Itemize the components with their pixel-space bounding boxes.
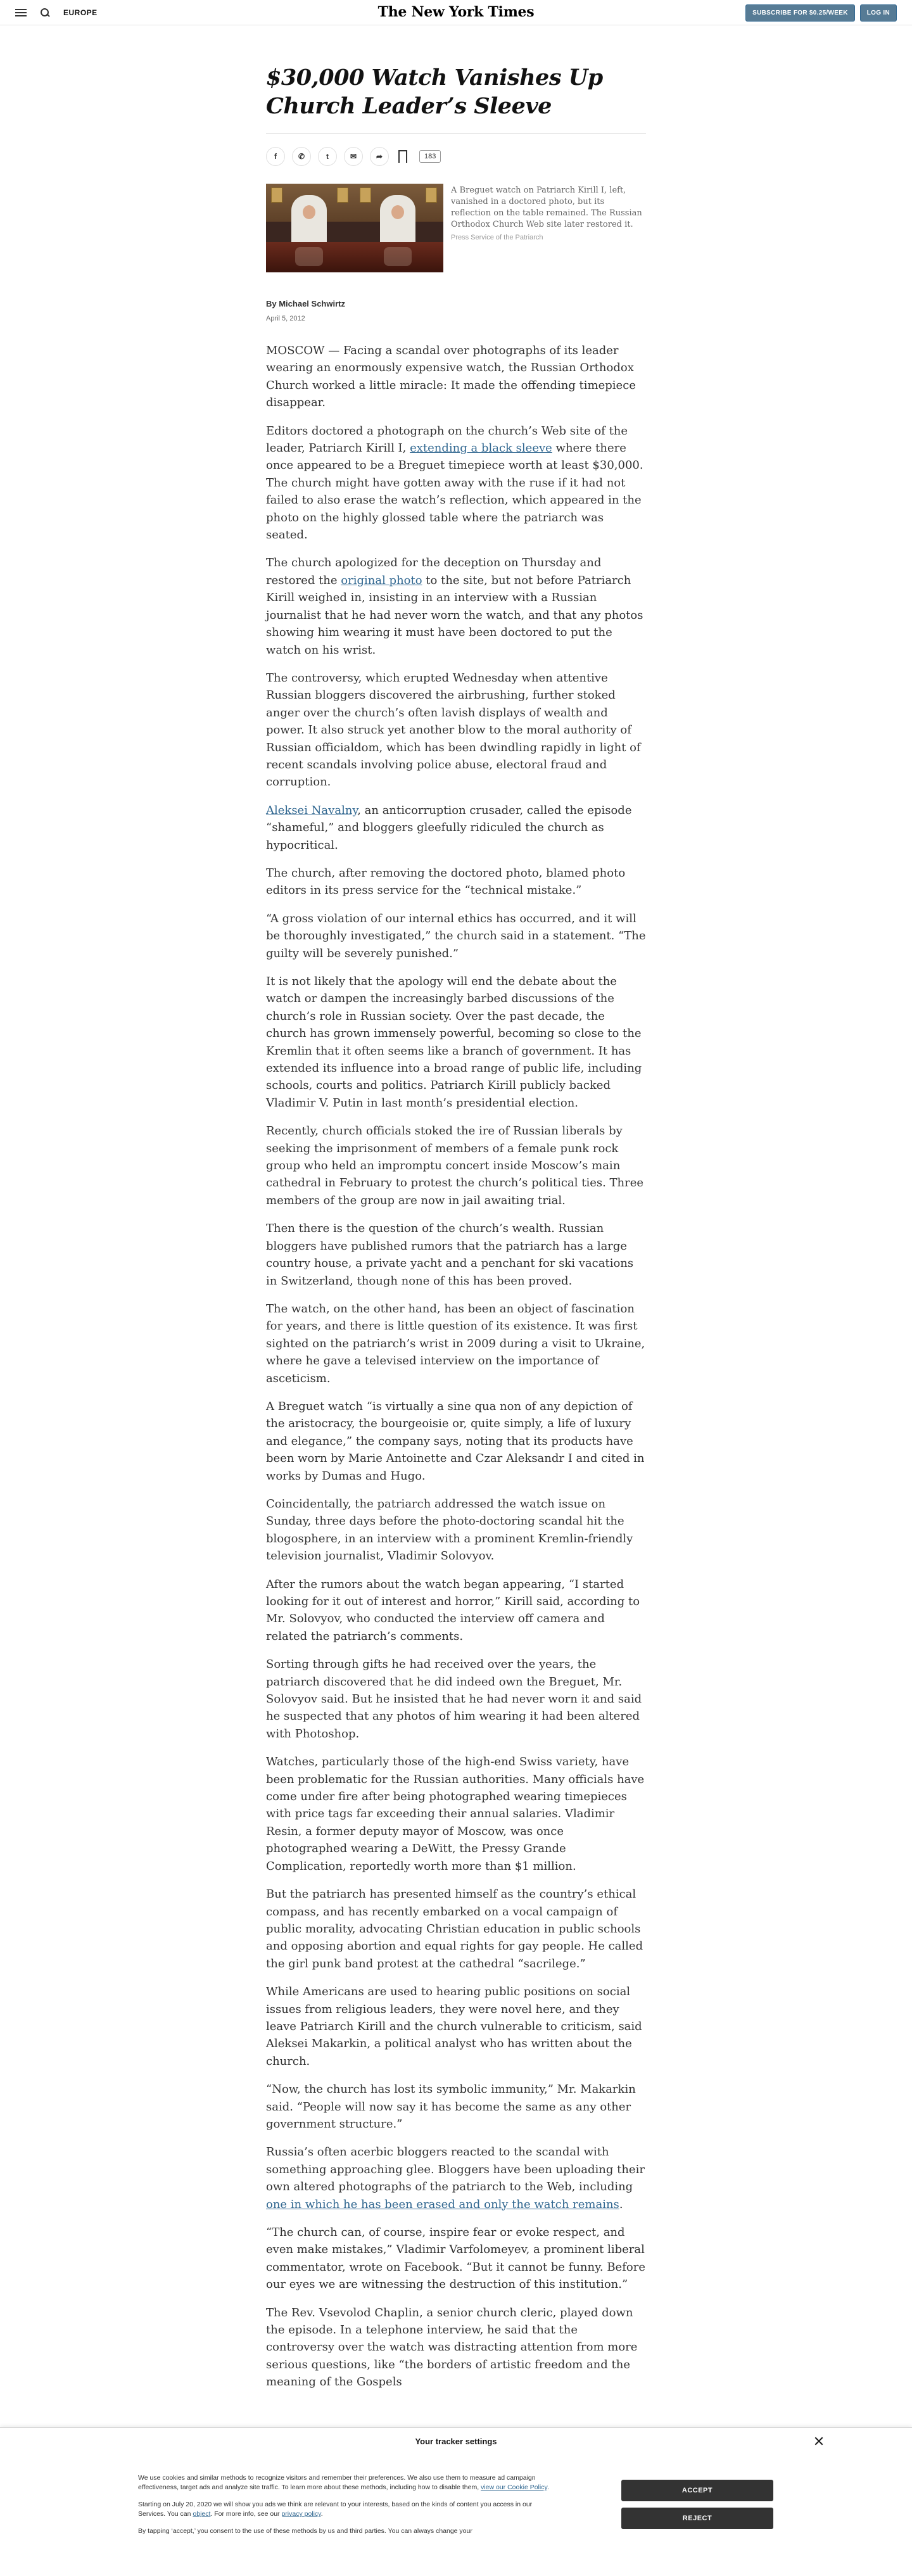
image-credit: Press Service of the Patriarch: [451, 234, 543, 241]
paragraph-text: “A gross violation of our internal ethics has occurred, and it will be thoroughly investigated,” the church said in a statement. “The guilty will be severely punished.”: [266, 911, 646, 960]
paragraph-text: But the patriarch has presented himself as the country’s ethical compass, and has recently embarked on a vocal campaign of public morality, advocating Christian education in public schools and opposing abortion and equal rights for gay people. He called the girl punk band protest at the cathedral “sacrilege.”: [266, 1888, 643, 1970]
cookie-p1: We use cookies and similar methods to recognize visitors and remember their preferences. We also use them to measure ad campaign effectiveness, target ads and analyze site traffic. To learn more about these methods, including how to disable them,: [138, 2474, 536, 2491]
cookie-policy-link[interactable]: view our Cookie Policy: [481, 2484, 547, 2491]
nyt-logo[interactable]: The New York Times: [377, 4, 535, 20]
article-paragraph: [266, 1122, 646, 1209]
login-button[interactable]: LOG IN: [860, 4, 897, 22]
article-paragraph: [266, 1220, 646, 1290]
cookie-p2a: Starting on July 20, 2020 we will show you ads we think are relevant to your interests, based on the kinds of content you access in our Services. You can: [138, 2501, 533, 2518]
paragraph-text: While Americans are used to hearing public positions on social issues from religious leaders, they were novel here, and they leave Patriarch Kirill and the church vulnerable to criticism, said Aleksei Makarkin, a political analyst who has written about the church.: [266, 1985, 642, 2068]
article-paragraph: [266, 1398, 646, 1485]
paragraph-text: The controversy, which erupted Wednesday when attentive Russian bloggers discovered the airbrushing, further stoked anger over the church’s often lavish displays of wealth and power. It also struck yet another blow to the moral authority of Russian officialdom, which has been dwindling rapidly in light of recent scandals involving police abuse, electoral fraud and corruption.: [266, 671, 641, 789]
paragraph-text: A Breguet watch “is virtually a sine qua non of any depiction of the aristocracy, the bourgeoisie or, quite simply, a life of luxury and elegance,” the company says, noting that its products have been worn by Marie Antoinette and Czar Aleksandr I and cited in works by Dumas and Hugo.: [266, 1399, 645, 1483]
article-paragraph: [266, 1983, 646, 2070]
article-paragraph: [266, 910, 646, 962]
paragraph-text: “Now, the church has lost its symbolic immunity,” Mr. Makarkin said. “People will now say it has become the same as any other government structure.”: [266, 2083, 636, 2131]
facebook-icon[interactable]: f: [266, 147, 285, 166]
article-paragraph: [266, 2224, 646, 2294]
inline-link[interactable]: Aleksei Navalny: [266, 803, 358, 817]
comment-icon[interactable]: [419, 150, 441, 163]
article-headline: $30,000 Watch Vanishes Up Church Leader’s Sleeve: [266, 65, 603, 119]
article-paragraph: [266, 802, 646, 854]
article-paragraph: [266, 973, 646, 1112]
cookie-paragraph: We use cookies and similar methods to recognize visitors and remember their preferences. We also use them to measure ad campaign effectiveness, target ads and analyze site traffic. To learn more about these methods, including how to disable them, view our Cookie Policy.: [138, 2474, 549, 2491]
cookie-title: Your tracker settings: [415, 2437, 497, 2446]
article-paragraph: [266, 1300, 646, 1387]
article-body: [266, 342, 646, 2402]
inline-link[interactable]: one in which he has been erased and only the watch remains: [266, 2197, 619, 2211]
paragraph-text: The Rev. Vsevolod Chaplin, a senior church cleric, played down the episode. In a telephone interview, he said that the controversy over the watch was distracting attention from more serious questions, like “the borders of artistic freedom and the meaning of the Gospels: [266, 2306, 638, 2389]
paragraph-text: Editors doctored a photograph on the church’s Web site of the leader, Patriarch Kirill I,: [266, 424, 628, 455]
paragraph-text: Watches, particularly those of the high-end Swiss variety, have been problematic for the Russian authorities. Many officials have come under fire after being photographed wearing timepieces with price tags far exceeding their annual salaries. Vladimir Resin, a former deputy mayor of Moscow, was once photographed wearing a DeWitt, the Pressy Grande Complication, reportedly worth more than $1 million.: [266, 1755, 645, 1873]
paragraph-text: .: [619, 2197, 623, 2211]
whatsapp-icon[interactable]: ✆: [292, 147, 311, 166]
byline[interactable]: By Michael Schwirtz: [266, 299, 345, 308]
divider: [266, 133, 646, 134]
paragraph-text: The church apologized for the deception on Thursday and restored the: [266, 556, 602, 587]
article-paragraph: [266, 1656, 646, 1742]
paragraph-text: MOSCOW — Facing a scandal over photographs of its leader wearing an enormously expensive watch, the Russian Orthodox Church worked a little miracle: It made the offending timepiece disappear.: [266, 344, 636, 410]
top-bar: [0, 0, 912, 25]
paragraph-text: After the rumors about the watch began appearing, “I started looking for it out of interest and horror,” Kirill said, according to Mr. Solovyov, who conducted the interview off camera and related the patriarch’s comments.: [266, 1577, 640, 1643]
cookie-paragraph: By tapping ‘accept,’ you consent to the use of these methods by us and third parties. You can always change your: [138, 2527, 472, 2535]
photo-left: [266, 184, 355, 272]
paragraph-text: , an anticorruption crusader, called the episode “shameful,” and bloggers gleefully ridiculed the church as hypocritical.: [266, 803, 632, 852]
subscribe-button[interactable]: SUBSCRIBE FOR $0.25/WEEK: [745, 4, 855, 22]
reject-button[interactable]: REJECT: [621, 2508, 773, 2529]
image-caption: [451, 185, 646, 243]
paragraph-text: Russia’s often acerbic bloggers reacted to the scandal with something approaching glee. Bloggers have been uploading their own altered photographs of the patriarch to the Web, including: [266, 2145, 645, 2194]
cookie-p2b: . For more info, see our: [210, 2510, 282, 2518]
article-paragraph: [266, 554, 646, 658]
article-paragraph: [266, 1886, 646, 1972]
object-link[interactable]: object: [193, 2510, 211, 2518]
caption-text: A Breguet watch on Patriarch Kirill I, left, vanished in a doctored photo, but its reflection on the table remained. The Russian Orthodox Church Web site later restored it.: [451, 186, 642, 229]
photo-right: [355, 184, 443, 272]
privacy-policy-link[interactable]: privacy policy: [281, 2510, 321, 2518]
article-paragraph: [266, 1495, 646, 1565]
email-icon[interactable]: ✉: [344, 147, 363, 166]
paragraph-text: Sorting through gifts he had received over the years, the patriarch discovered that he did indeed own the Breguet, Mr. Solovyov said. But he insisted that he had never worn it and said he suspected that any photos of him wearing it had been altered with Photoshop.: [266, 1658, 642, 1741]
section-link[interactable]: EUROPE: [63, 8, 98, 17]
article-paragraph: [266, 2304, 646, 2391]
cookie-banner: [0, 2427, 912, 2576]
article-paragraph: [266, 2081, 646, 2133]
paragraph-text: The church, after removing the doctored photo, blamed photo editors in its press service for the “technical mistake.”: [266, 866, 626, 898]
article-paragraph: [266, 669, 646, 791]
cookie-text: [138, 2473, 559, 2544]
paragraph-text: where there once appeared to be a Breguet timepiece worth at least $30,000. The church might have gotten away with the ruse if it had not failed to also erase the watch’s reflection, which appeared in the photo on the highly glossed table where the patriarch was seated.: [266, 441, 643, 542]
inline-link[interactable]: extending a black sleeve: [410, 441, 552, 455]
article-paragraph: [266, 2143, 646, 2213]
twitter-icon[interactable]: t: [318, 147, 337, 166]
search-icon[interactable]: [41, 8, 49, 17]
hamburger-menu-icon[interactable]: [15, 9, 27, 16]
comment-count: 183: [424, 153, 436, 160]
article-paragraph: [266, 1576, 646, 1646]
accept-button[interactable]: ACCEPT: [621, 2480, 773, 2501]
paragraph-text: Recently, church officials stoked the ire of Russian liberals by seeking the imprisonment of members of a female punk rock group who held an impromptu concert inside Moscow’s main cathedral in February to protest the church’s political ties. Three members of the group are now in jail awaiting trial.: [266, 1124, 644, 1207]
paragraph-text: Then there is the question of the church’s wealth. Russian bloggers have published rumors that the patriarch has a large country house, a private yacht and a penchant for ski vacations in Switzerland, though none of this has been proved.: [266, 1222, 634, 1288]
close-icon[interactable]: [814, 2437, 823, 2446]
article-paragraph: [266, 342, 646, 412]
article-paragraph: [266, 865, 646, 899]
share-toolbar: [266, 147, 441, 166]
bookmark-icon[interactable]: [398, 150, 407, 163]
inline-link[interactable]: original photo: [341, 573, 422, 587]
publish-date: April 5, 2012: [266, 315, 305, 322]
paragraph-text: Coincidentally, the patriarch addressed the watch issue on Sunday, three days before the photo-doctoring scandal hit the blogosphere, in an interview with a prominent Kremlin-friendly television journalist, Vladimir Solovyov.: [266, 1497, 633, 1563]
paragraph-text: to the site, but not before Patriarch Kirill weighed in, insisting in an interview with a Russian journalist that he had never worn the watch, and that any photos showing him wearing it must have been doctored to put the watch on his wrist.: [266, 573, 643, 657]
cookie-paragraph: Starting on July 20, 2020 we will show you ads we think are relevant to your interests, based on the kinds of content you access in our Services. You can object. For more info, see our privacy policy.: [138, 2501, 533, 2518]
article-image: [266, 184, 443, 272]
paragraph-text: It is not likely that the apology will end the debate about the watch or dampen the increasingly barbed discussions of the church’s role in Russian society. Over the past decade, the church has grown immensely powerful, becoming so close to the Kremlin that it often seems like a branch of government. It has extended its influence into a broad range of public life, including schools, courts and politics. Patriarch Kirill publicly backed Vladimir V. Putin in last month’s presidential election.: [266, 975, 642, 1110]
paragraph-text: The watch, on the other hand, has been an object of fascination for years, and there is little question of its existence. It was first sighted on the patriarch’s wrist in 2009 during a visit to Ukraine, where he gave a televised interview on the importance of asceticism.: [266, 1302, 645, 1385]
paragraph-text: “The church can, of course, inspire fear or evoke respect, and even make mistakes,” Vladimir Varfolomeyev, a prominent liberal commentator, wrote on Facebook. “But it cannot be funny. Before our eyes we are witnessing the destruction of this institution.”: [266, 2226, 645, 2292]
article-paragraph: [266, 1753, 646, 1875]
article-paragraph: [266, 422, 646, 544]
share-icon[interactable]: ➦: [370, 147, 389, 166]
